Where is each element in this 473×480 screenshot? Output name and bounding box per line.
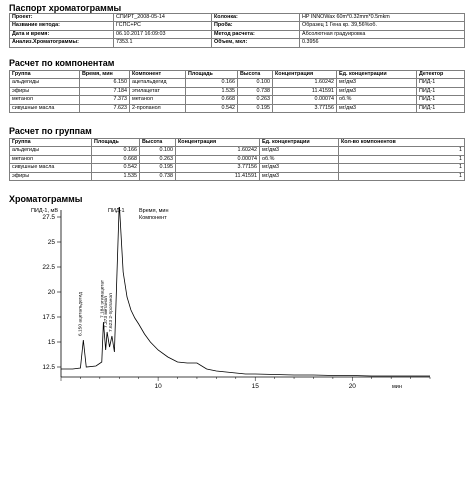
passport-label: Анализ.Хроматограммы: [10, 39, 114, 47]
table-cell: альдегиды [10, 79, 80, 87]
table-cell: 1 [339, 164, 465, 172]
chromatogram-trace [61, 207, 430, 376]
column-header: Концентрация [176, 139, 260, 147]
column-header: Высота [140, 139, 176, 147]
column-header: Группа [10, 71, 80, 79]
y-tick-label: 12.5 [42, 364, 55, 371]
passport-row [10, 30, 465, 38]
table-cell: 0.100 [238, 79, 273, 87]
table-row [10, 79, 465, 87]
column-header: Площадь [186, 71, 238, 79]
legend-component: Компонент [139, 215, 167, 221]
column-header: Детектор [417, 71, 465, 79]
table-row [10, 87, 465, 95]
y-tick-label: 25 [47, 239, 55, 246]
table-cell: 0.166 [186, 79, 238, 87]
table-row [10, 96, 465, 104]
groups-title: Расчет по группам [9, 126, 92, 136]
table-cell: мг/дм3 [337, 104, 417, 112]
x-tick-label: 20 [348, 383, 356, 390]
table-cell: 1.60242 [176, 147, 260, 155]
column-header: Площадь [92, 139, 140, 147]
table-cell: 2-пропанол [130, 104, 186, 112]
components-title: Расчет по компонентам [9, 58, 115, 68]
table-cell: 0.542 [92, 164, 140, 172]
table-cell: 11.41591 [176, 172, 260, 180]
x-axis-unit: мин [392, 384, 402, 390]
table-cell: 0.00074 [273, 96, 337, 104]
peak-label: 7.184 этилацетат [100, 279, 106, 318]
passport-table [9, 13, 465, 48]
table-cell: 0.195 [140, 164, 176, 172]
table-cell: 0.738 [140, 172, 176, 180]
y-tick-label: 17.5 [42, 314, 55, 321]
column-header: Ед. концентрации [337, 71, 417, 79]
passport-value: 06.10.2017 16:09:03 [114, 30, 212, 38]
passport-row [10, 22, 465, 30]
table-row [10, 155, 465, 163]
passport-value: СПИРТ_2008-05-14 [114, 14, 212, 22]
table-cell: ПИД-1 [417, 87, 465, 95]
column-header: Время, мин [80, 71, 130, 79]
column-header: Ед. концентрации [260, 139, 339, 147]
table-cell: ацетальдегид [130, 79, 186, 87]
table-cell: 0.668 [92, 155, 140, 163]
chromatogram-svg [0, 207, 473, 397]
peak-label: 7.373 метанол [104, 296, 110, 328]
table-cell: 1 [339, 147, 465, 155]
passport-title: Паспорт хроматограммы [9, 3, 122, 13]
passport-label: Дата и время: [10, 30, 114, 38]
table-cell: сивушные масла [10, 104, 80, 112]
table-cell: мг/дм3 [337, 87, 417, 95]
table-cell: 3.77156 [176, 164, 260, 172]
passport-label: Метод расчета: [212, 30, 300, 38]
table-row [10, 172, 465, 180]
table-cell: 0.263 [238, 96, 273, 104]
table-row [10, 147, 465, 155]
table-cell: метанол [10, 155, 92, 163]
table-cell: об.% [337, 96, 417, 104]
table-cell: мг/дм3 [260, 147, 339, 155]
table-cell: ПИД-1 [417, 96, 465, 104]
table-cell: 0.166 [92, 147, 140, 155]
table-row [10, 164, 465, 172]
table-cell: 0.542 [186, 104, 238, 112]
y-tick-label: 27.5 [42, 214, 55, 221]
table-cell: мг/дм3 [337, 79, 417, 87]
legend-time: Время, мин [139, 208, 169, 214]
x-tick-label: 15 [251, 383, 259, 390]
table-cell: 0.00074 [176, 155, 260, 163]
table-cell: 1 [339, 155, 465, 163]
passport-label: Объем, мкл: [212, 39, 300, 47]
components-table [9, 70, 465, 113]
y-tick-label: 15 [47, 339, 55, 346]
table-cell: 0.195 [238, 104, 273, 112]
table-cell: 1.60242 [273, 79, 337, 87]
passport-value: Образец 1 Гена кр. 39,56%об. [300, 22, 465, 30]
table-cell: 0.668 [186, 96, 238, 104]
table-cell: эфиры [10, 172, 92, 180]
table-cell: метанол [130, 96, 186, 104]
table-cell: эфиры [10, 87, 80, 95]
passport-row [10, 39, 465, 47]
passport-label: Проба: [212, 22, 300, 30]
table-cell: 7.623 [80, 104, 130, 112]
table-cell: 6.150 [80, 79, 130, 87]
table-cell: сивушные масла [10, 164, 92, 172]
table-cell: 1.535 [92, 172, 140, 180]
column-header: Группа [10, 139, 92, 147]
table-cell: 1 [339, 172, 465, 180]
passport-value: Абсолютная градуировка [300, 30, 465, 38]
passport-label: Проект: [10, 14, 114, 22]
table-cell: мг/дм3 [260, 172, 339, 180]
passport-value: 0.3956 [300, 39, 465, 47]
table-cell: 7.373 [80, 96, 130, 104]
groups-table [9, 138, 465, 181]
table-cell: ПИД-1 [417, 104, 465, 112]
x-tick-label: 10 [154, 383, 162, 390]
passport-label: Колонка: [212, 14, 300, 22]
column-header: Кол-во компонентов [339, 139, 465, 147]
chromatograms-title: Хроматограммы [9, 194, 83, 204]
passport-value: 7353.1 [114, 39, 212, 47]
passport-value: ГСПС+РС [114, 22, 212, 30]
trace-label: ПИД-1 [108, 208, 125, 214]
table-cell: 11.41591 [273, 87, 337, 95]
y-tick-label: 20 [47, 289, 55, 296]
table-cell: альдегиды [10, 147, 92, 155]
passport-value: HP INNOWax 60m*0.32mm*0.5mkm [300, 14, 465, 22]
y-tick-label: 22.5 [42, 264, 55, 271]
table-cell: 3.77156 [273, 104, 337, 112]
passport-row [10, 14, 465, 22]
chromatogram-chart [0, 207, 473, 397]
table-cell: об.% [260, 155, 339, 163]
signal-label: ПИД-1, мВ [30, 208, 58, 214]
peak-label: 6.150 ацетальдегид [78, 291, 84, 336]
table-cell: этилацетат [130, 87, 186, 95]
table-cell: 7.184 [80, 87, 130, 95]
table-cell: 0.738 [238, 87, 273, 95]
peak-label: 7.623 2-пропанол [108, 293, 114, 332]
table-cell: ПИД-1 [417, 79, 465, 87]
table-cell: мг/дм3 [260, 164, 339, 172]
table-cell: 1.535 [186, 87, 238, 95]
column-header: Концентрация [273, 71, 337, 79]
table-cell: 0.100 [140, 147, 176, 155]
table-cell: метанол [10, 96, 80, 104]
column-header: Высота [238, 71, 273, 79]
column-header: Компонент [130, 71, 186, 79]
table-cell: 0.263 [140, 155, 176, 163]
table-row [10, 104, 465, 112]
passport-label: Название метода: [10, 22, 114, 30]
